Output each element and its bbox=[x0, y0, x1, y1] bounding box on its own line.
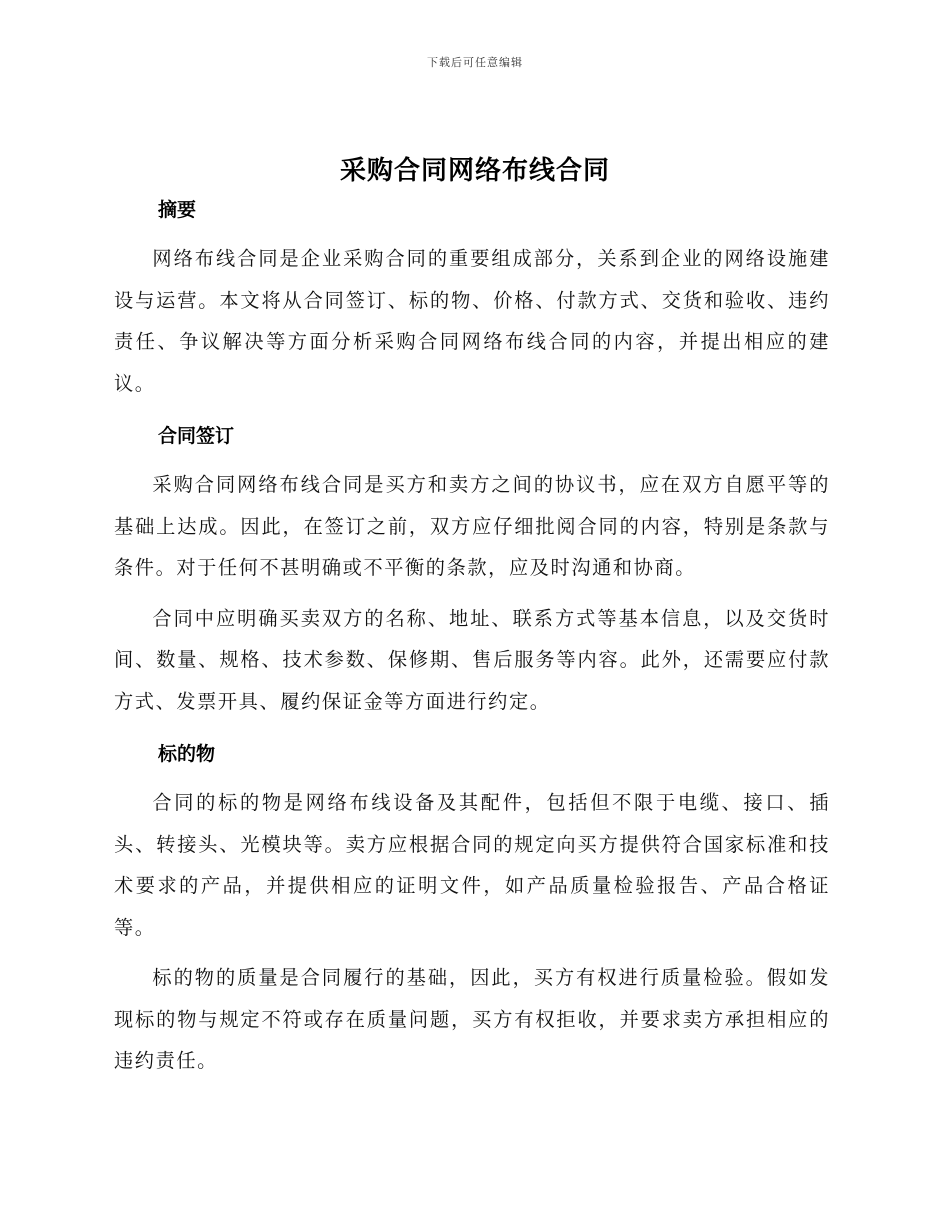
section-heading-contract-signing: 合同签订 bbox=[158, 425, 235, 447]
section-heading-subject-matter: 标的物 bbox=[158, 743, 216, 765]
header-note: 下载后可任意编辑 bbox=[427, 56, 523, 69]
paragraph: 标的物的质量是合同履行的基础，因此，买方有权进行质量检验。假如发现标的物与规定不符或存在质量问题，买方有权拒收，并要求卖方承担相应的违约责任。 bbox=[114, 966, 830, 1072]
document-body bbox=[114, 196, 830, 1082]
paragraph: 网络布线合同是企业采购合同的重要组成部分，关系到企业的网络设施建设与运营。本文将从合同签订、标的物、价格、付款方式、交货和验收、违约责任、争议解决等方面分析采购合同网络布线合同的内容，并提出相应的建议。 bbox=[114, 247, 830, 395]
section-heading-abstract: 摘要 bbox=[158, 199, 197, 221]
document-title: 采购合同网络布线合同 bbox=[339, 156, 610, 186]
paragraph: 采购合同网络布线合同是买方和卖方之间的协议书，应在双方自愿平等的基础上达成。因此，在签订之前，双方应仔细批阅合同的内容，特别是条款与条件。对于任何不甚明确或不平衡的条款，应及时沟通和协商。 bbox=[114, 473, 830, 579]
paragraph: 合同的标的物是网络布线设备及其配件，包括但不限于电缆、接口、插头、转接头、光模块等。卖方应根据合同的规定向买方提供符合国家标准和技术要求的产品，并提供相应的证明文件，如产品质量检验报告、产品合格证等。 bbox=[114, 791, 830, 939]
paragraph: 合同中应明确买卖双方的名称、地址、联系方式等基本信息，以及交货时间、数量、规格、技术参数、保修期、售后服务等内容。此外，还需要应付款方式、发票开具、履约保证金等方面进行约定。 bbox=[114, 606, 830, 713]
